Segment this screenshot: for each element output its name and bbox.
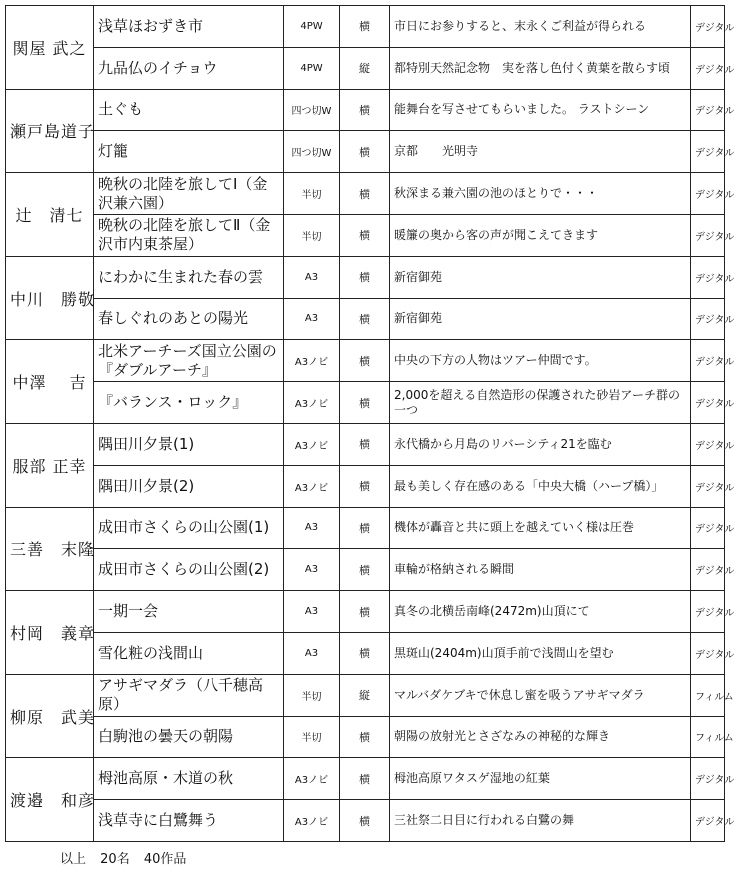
- orientation: 縦: [340, 674, 390, 716]
- work-description: 最も美しく存在感のある「中央大橋（ハープ橋）」: [390, 465, 691, 507]
- work-row: [6, 214, 725, 256]
- orientation: 横: [340, 800, 390, 842]
- print-size: 半切: [284, 173, 340, 215]
- medium-type: デジタル: [691, 591, 725, 633]
- work-description: 2,000を超える自然造形の保護された砂岩アーチ群の一つ: [390, 382, 691, 424]
- medium-type: デジタル: [691, 800, 725, 842]
- work-row: [6, 89, 725, 131]
- print-size: 4PW: [284, 47, 340, 89]
- work-title: 土ぐも: [94, 89, 284, 131]
- print-size: A3: [284, 256, 340, 298]
- work-description: 新宿御苑: [390, 256, 691, 298]
- work-title: 成田市さくらの山公園(2): [94, 549, 284, 591]
- medium-type: デジタル: [691, 214, 725, 256]
- work-title: 灯籠: [94, 131, 284, 173]
- orientation: 横: [340, 131, 390, 173]
- work-title: 栂池高原・木道の秋: [94, 758, 284, 800]
- medium-type: デジタル: [691, 131, 725, 173]
- work-row: [6, 632, 725, 674]
- work-description: 真冬の北横岳南峰(2472m)山頂にて: [390, 591, 691, 633]
- work-row: [6, 549, 725, 591]
- work-row: [6, 131, 725, 173]
- work-row: [6, 507, 725, 549]
- work-row: [6, 6, 725, 48]
- work-description: 栂池高原ワタスゲ湿地の紅葉: [390, 758, 691, 800]
- medium-type: デジタル: [691, 507, 725, 549]
- author-name: 中澤 吉: [6, 340, 94, 424]
- work-row: [6, 382, 725, 424]
- orientation: 横: [340, 382, 390, 424]
- exhibition-list-table: [5, 5, 734, 842]
- orientation: 横: [340, 89, 390, 131]
- author-name: 渡邉 和彦: [6, 758, 94, 842]
- work-description: 朝陽の放射光とさざなみの神秘的な輝き: [390, 716, 691, 758]
- work-row: [6, 340, 725, 382]
- work-title: 晩秋の北陸を旅してⅠ（金沢兼六園）: [94, 173, 284, 215]
- author-name: 服部 正幸: [6, 423, 94, 507]
- work-description: 三社祭二日目に行われる白鷺の舞: [390, 800, 691, 842]
- orientation: 横: [340, 298, 390, 340]
- orientation: 横: [340, 758, 390, 800]
- summary-footer: [60, 848, 196, 867]
- work-description: 市日にお参りすると、末永くご利益が得られる: [390, 6, 691, 48]
- orientation: 横: [340, 423, 390, 465]
- orientation: 横: [340, 465, 390, 507]
- medium-type: デジタル: [691, 465, 725, 507]
- medium-type: デジタル: [691, 423, 725, 465]
- print-size: A3ノビ: [284, 800, 340, 842]
- print-size: A3ノビ: [284, 340, 340, 382]
- footer-label: 以上: [60, 852, 87, 867]
- work-title: 『バランス・ロック』: [94, 382, 284, 424]
- orientation: 横: [340, 173, 390, 215]
- work-title: 成田市さくらの山公園(1): [94, 507, 284, 549]
- work-description: 都特別天然記念物 実を落し色付く黄葉を散らす頃: [390, 47, 691, 89]
- print-size: A3: [284, 549, 340, 591]
- work-description: 京都 光明寺: [390, 131, 691, 173]
- print-size: A3: [284, 507, 340, 549]
- print-size: A3: [284, 298, 340, 340]
- work-title: 春しぐれのあとの陽光: [94, 298, 284, 340]
- work-title: にわかに生まれた春の雲: [94, 256, 284, 298]
- work-description: 車輪が格納される瞬間: [390, 549, 691, 591]
- print-size: 4PW: [284, 6, 340, 48]
- footer-works-count: 40作品: [143, 852, 187, 867]
- work-row: [6, 173, 725, 215]
- author-name: 瀬戸島道子: [6, 89, 94, 173]
- medium-type: デジタル: [691, 256, 725, 298]
- footer-people-count: 20名: [100, 852, 130, 867]
- work-description: 黒斑山(2404m)山頂手前で浅間山を望む: [390, 632, 691, 674]
- orientation: 横: [340, 256, 390, 298]
- work-description: 中央の下方の人物はツアー仲間です。: [390, 340, 691, 382]
- medium-type: フィルム: [691, 674, 725, 716]
- author-name: 中川 勝敬: [6, 256, 94, 340]
- orientation: 横: [340, 6, 390, 48]
- work-row: [6, 298, 725, 340]
- author-name: 柳原 武美: [6, 674, 94, 758]
- orientation: 横: [340, 591, 390, 633]
- work-title: 晩秋の北陸を旅してⅡ（金沢市内東茶屋）: [94, 214, 284, 256]
- work-title: 浅草寺に白鷺舞う: [94, 800, 284, 842]
- author-name: 関屋 武之: [6, 6, 94, 90]
- author-name: 三善 末隆: [6, 507, 94, 591]
- medium-type: デジタル: [691, 47, 725, 89]
- work-row: [6, 800, 725, 842]
- print-size: A3ノビ: [284, 423, 340, 465]
- orientation: 横: [340, 340, 390, 382]
- medium-type: デジタル: [691, 298, 725, 340]
- print-size: 四つ切W: [284, 89, 340, 131]
- work-description: 永代橋から月島のリバーシティ21を臨む: [390, 423, 691, 465]
- work-title: 一期一会: [94, 591, 284, 633]
- work-row: [6, 256, 725, 298]
- orientation: 横: [340, 716, 390, 758]
- work-row: [6, 716, 725, 758]
- medium-type: デジタル: [691, 549, 725, 591]
- work-title: アサギマダラ（八千穂高原）: [94, 674, 284, 716]
- print-size: A3ノビ: [284, 758, 340, 800]
- medium-type: デジタル: [691, 758, 725, 800]
- medium-type: デジタル: [691, 340, 725, 382]
- orientation: 横: [340, 632, 390, 674]
- work-row: [6, 674, 725, 716]
- medium-type: デジタル: [691, 173, 725, 215]
- author-name: 辻 清七: [6, 173, 94, 257]
- work-description: 暖簾の奥から客の声が聞こえてきます: [390, 214, 691, 256]
- work-row: [6, 465, 725, 507]
- work-row: [6, 591, 725, 633]
- print-size: A3: [284, 591, 340, 633]
- print-size: A3: [284, 632, 340, 674]
- work-description: 能舞台を写させてもらいました。 ラストシーン: [390, 89, 691, 131]
- work-description: 秋深まる兼六園の池のほとりで・・・: [390, 173, 691, 215]
- print-size: A3ノビ: [284, 465, 340, 507]
- medium-type: デジタル: [691, 632, 725, 674]
- orientation: 縦: [340, 47, 390, 89]
- print-size: A3ノビ: [284, 382, 340, 424]
- print-size: 半切: [284, 674, 340, 716]
- medium-type: フィルム: [691, 716, 725, 758]
- work-description: マルバダケブキで休息し蜜を吸うアサギマダラ: [390, 674, 691, 716]
- work-row: [6, 47, 725, 89]
- work-row: [6, 758, 725, 800]
- orientation: 横: [340, 549, 390, 591]
- print-size: 半切: [284, 214, 340, 256]
- orientation: 横: [340, 214, 390, 256]
- orientation: 横: [340, 507, 390, 549]
- print-size: 半切: [284, 716, 340, 758]
- work-description: 新宿御苑: [390, 298, 691, 340]
- work-title: 白駒池の曇天の朝陽: [94, 716, 284, 758]
- work-row: [6, 423, 725, 465]
- work-title: 九品仏のイチョウ: [94, 47, 284, 89]
- work-title: 雪化粧の浅間山: [94, 632, 284, 674]
- work-title: 隅田川夕景(2): [94, 465, 284, 507]
- medium-type: デジタル: [691, 6, 725, 48]
- medium-type: デジタル: [691, 382, 725, 424]
- print-size: 四つ切W: [284, 131, 340, 173]
- work-title: 北米アーチーズ国立公園の『ダブルアーチ』: [94, 340, 284, 382]
- work-description: 機体が轟音と共に頭上を越えていく様は圧巻: [390, 507, 691, 549]
- exhibition-list-body: [6, 6, 734, 842]
- author-name: 村岡 義章: [6, 591, 94, 675]
- work-title: 隅田川夕景(1): [94, 423, 284, 465]
- work-title: 浅草ほおずき市: [94, 6, 284, 48]
- medium-type: デジタル: [691, 89, 725, 131]
